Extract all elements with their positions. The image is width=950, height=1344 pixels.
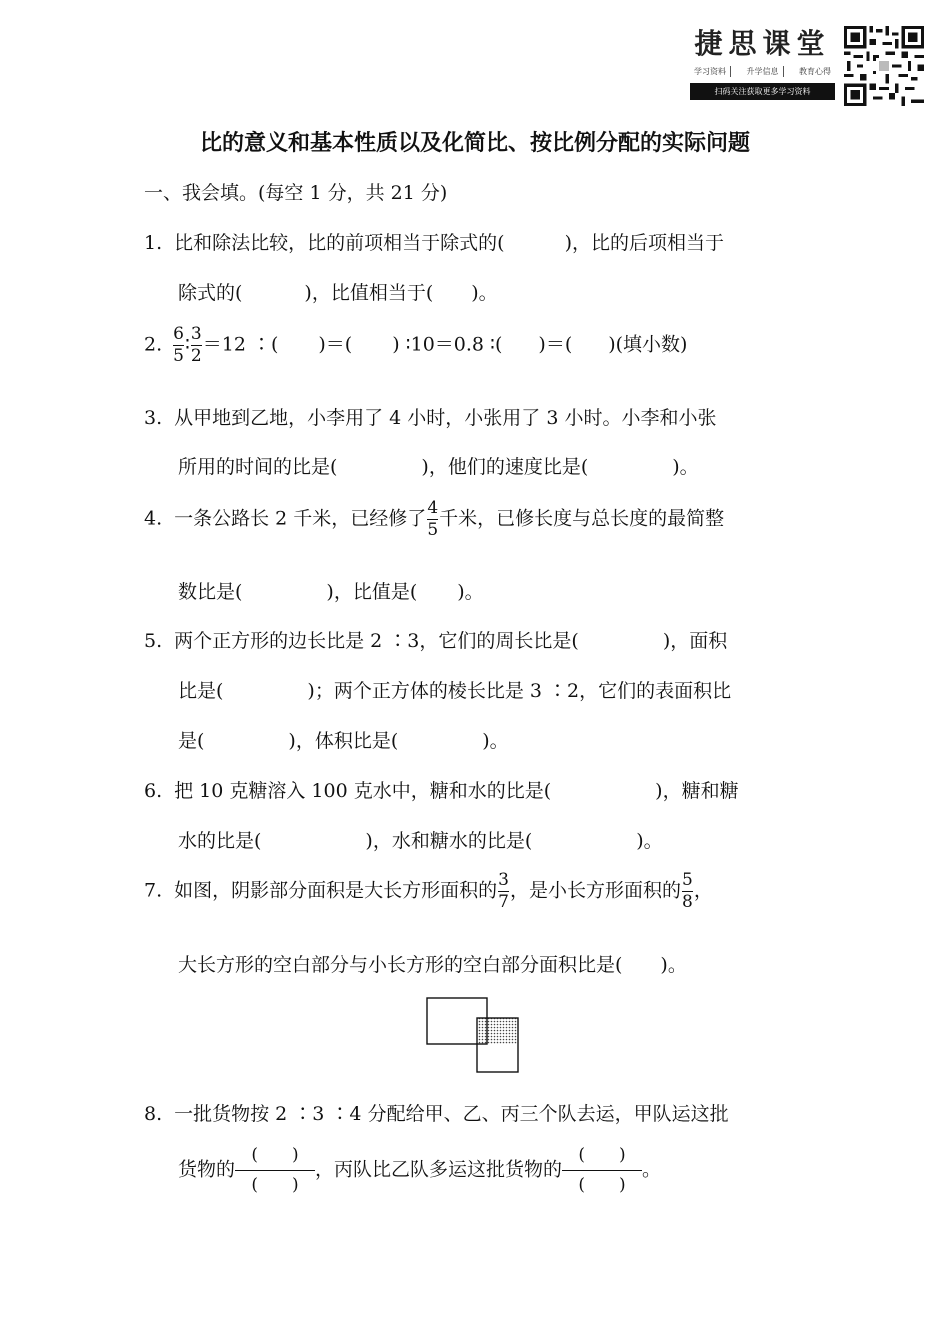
fraction-denominator: 8 bbox=[682, 892, 693, 912]
question-text: 比和除法比较，比的前项相当于除式的( bbox=[174, 232, 505, 254]
question-text: ) ∶10＝0.8 ∶( bbox=[392, 333, 503, 356]
answer-fraction-blank[interactable] bbox=[562, 1147, 642, 1194]
question-text: ， bbox=[693, 879, 713, 902]
question-text: 数比是( bbox=[178, 581, 243, 603]
question-text: )。 bbox=[672, 456, 699, 478]
brand-tag: 升学信息 bbox=[743, 66, 784, 77]
qr-code-icon bbox=[844, 26, 924, 106]
fraction bbox=[682, 872, 693, 911]
question-8-line-1 bbox=[144, 1099, 729, 1126]
fraction-numerator: 6 bbox=[173, 324, 184, 344]
question-text: ，是小长方形面积的 bbox=[509, 879, 681, 902]
question-text: 一条公路长 2 千米，已经修了 bbox=[174, 507, 427, 530]
question-text: 是( bbox=[178, 730, 205, 752]
question-number: 2. bbox=[144, 333, 163, 356]
question-text: 如图，阴影部分面积是大长方形面积的 bbox=[174, 879, 498, 902]
question-5-line-2 bbox=[178, 676, 731, 703]
question-text: )(填小数) bbox=[608, 333, 688, 356]
question-text: ，丙队比乙队多运这批货物的 bbox=[315, 1158, 563, 1181]
question-number: 7. bbox=[144, 879, 163, 902]
question-3-line-2 bbox=[178, 452, 699, 479]
rectangles-figure bbox=[424, 996, 524, 1076]
question-text: )，他们的速度比是( bbox=[421, 456, 589, 478]
question-4-line-2 bbox=[178, 577, 484, 604]
question-text: )。 bbox=[636, 830, 663, 852]
question-text: )。 bbox=[471, 282, 498, 304]
question-text: 把 10 克糖溶入 100 克水中，糖和水的比是( bbox=[174, 780, 552, 802]
question-7-line-1 bbox=[144, 872, 713, 911]
question-text: 一批货物按 2 ∶3 ∶4 分配给甲、乙、丙三个队去运，甲队运这批 bbox=[174, 1103, 729, 1125]
question-text: )；两个正方体的棱长比是 3 ∶2，它们的表面积比 bbox=[307, 680, 732, 702]
question-text: 水的比是( bbox=[178, 830, 262, 852]
brand-name: 捷思课堂 bbox=[694, 27, 831, 60]
fraction bbox=[427, 500, 438, 539]
question-text: )，比的后项相当于 bbox=[564, 232, 724, 254]
fraction-numerator: 3 bbox=[498, 870, 509, 890]
question-1-line-1 bbox=[144, 228, 724, 255]
fraction bbox=[498, 872, 509, 911]
blank-denominator: ( ) bbox=[578, 1175, 626, 1195]
question-number: 1. bbox=[144, 232, 163, 254]
question-text: )，体积比是( bbox=[288, 730, 399, 752]
question-text: )＝( bbox=[318, 333, 353, 356]
question-text: 。 bbox=[642, 1158, 662, 1181]
blank-numerator: ( ) bbox=[235, 1147, 315, 1171]
question-number: 3. bbox=[144, 407, 163, 429]
question-7-line-2 bbox=[178, 950, 687, 977]
question-text: 大长方形的空白部分与小长方形的空白部分面积比是( bbox=[178, 954, 623, 976]
question-text: )。 bbox=[660, 954, 687, 976]
question-text: )。 bbox=[482, 730, 509, 752]
question-text: ＝12 ∶( bbox=[202, 333, 279, 356]
brand-tags bbox=[690, 66, 835, 77]
section-heading: 一、我会填。(每空 1 分，共 21 分) bbox=[144, 182, 448, 204]
question-text: )，比值相当于( bbox=[304, 282, 434, 304]
question-3-line-1 bbox=[144, 403, 716, 430]
fraction-denominator: 5 bbox=[427, 520, 439, 540]
question-1-line-2 bbox=[178, 278, 498, 305]
fraction-denominator: 5 bbox=[173, 346, 184, 366]
question-text: 所用的时间的比是( bbox=[178, 456, 338, 478]
brand-bar: 扫码关注获取更多学习资料 bbox=[690, 83, 835, 100]
brand-logo bbox=[690, 22, 835, 100]
brand-tag: 教育心得 bbox=[799, 67, 831, 76]
question-text: )。 bbox=[457, 581, 484, 603]
question-2-line-1 bbox=[144, 326, 687, 365]
fraction-denominator: 7 bbox=[498, 892, 509, 912]
answer-fraction-blank[interactable] bbox=[235, 1147, 315, 1194]
page-title: 比的意义和基本性质以及化简比、按比例分配的实际问题 bbox=[199, 131, 750, 156]
question-text: 千米，已修长度与总长度的最简整 bbox=[439, 507, 725, 530]
question-text: 比是( bbox=[178, 680, 224, 702]
question-4-line-1 bbox=[144, 500, 724, 539]
question-8-line-2 bbox=[178, 1147, 661, 1194]
question-number: 8. bbox=[144, 1103, 163, 1125]
question-text: )，面积 bbox=[662, 630, 728, 652]
fraction bbox=[173, 326, 184, 365]
fraction-numerator: 3 bbox=[190, 324, 202, 344]
fraction-denominator: 2 bbox=[190, 346, 202, 366]
question-text: )，比值是( bbox=[326, 581, 418, 603]
question-text: )，糖和糖 bbox=[655, 780, 739, 802]
blank-denominator: ( ) bbox=[251, 1175, 299, 1195]
question-text: )＝( bbox=[538, 333, 573, 356]
question-text: 除式的( bbox=[178, 282, 243, 304]
fraction bbox=[191, 326, 202, 365]
fraction-numerator: 4 bbox=[427, 498, 439, 518]
brand-tag: 学习资料 bbox=[690, 66, 731, 77]
question-text: 两个正方形的边长比是 2 ∶3，它们的周长比是( bbox=[174, 630, 579, 652]
question-5-line-1 bbox=[144, 626, 727, 653]
colon: ∶ bbox=[184, 333, 190, 356]
question-number: 4. bbox=[144, 507, 163, 530]
question-number: 6. bbox=[144, 780, 163, 802]
question-number: 5. bbox=[144, 630, 163, 652]
shaded-overlap bbox=[477, 1018, 518, 1044]
question-6-line-2 bbox=[178, 826, 663, 853]
question-text: 从甲地到乙地，小李用了 4 小时，小张用了 3 小时。小李和小张 bbox=[174, 407, 717, 429]
question-6-line-1 bbox=[144, 776, 739, 803]
question-text: )，水和糖水的比是( bbox=[365, 830, 533, 852]
question-text: 货物的 bbox=[178, 1158, 236, 1181]
blank-numerator: ( ) bbox=[562, 1147, 642, 1171]
question-5-line-3 bbox=[178, 726, 509, 753]
fraction-numerator: 5 bbox=[682, 870, 693, 890]
